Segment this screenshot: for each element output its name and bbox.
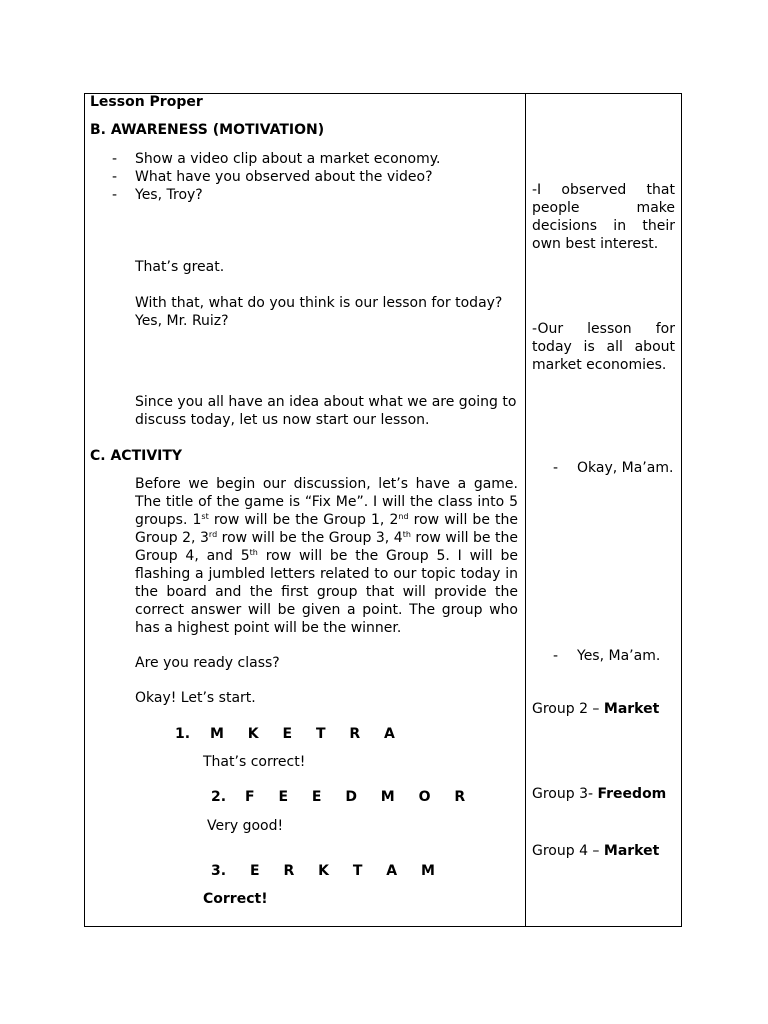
bullet-item: What have you observed about the video? bbox=[135, 169, 433, 185]
bullet-item: Yes, Troy? bbox=[135, 187, 203, 203]
group-answer: Group 4 – Market bbox=[532, 843, 660, 859]
group-answer: Group 3- Freedom bbox=[532, 786, 667, 802]
column-divider bbox=[525, 93, 526, 927]
bullet-dash: - bbox=[112, 169, 118, 185]
word-number: 1. bbox=[175, 726, 191, 742]
bullet-dash: - bbox=[112, 151, 118, 167]
yes-ruiz-text: Yes, Mr. Ruiz? bbox=[135, 313, 229, 329]
word-number: 3. bbox=[211, 863, 227, 879]
lesson-question-text: With that, what do you think is our lesson for today? bbox=[135, 295, 503, 311]
jumbled-word: E R K T A M bbox=[250, 863, 445, 879]
word-feedback: Correct! bbox=[203, 891, 268, 907]
okay-reply: Okay, Ma’am. bbox=[577, 460, 674, 476]
bullet-dash: - bbox=[112, 187, 118, 203]
activity-paragraph: Before we begin our discussion, let’s have a game. The title of the game is “Fix Me”. I will the class into 5 groups. 1st row will be the Group 1, 2nd row will be the Group 2, 3rd row will be the Group 3, 4th row will be the Group 4, and 5th row will be the Group 5. I will be flashing a jumbled letters related to our topic today in the board and the first group that will provide the correct answer will be given a point. The group who has a highest point will be the winner. bbox=[135, 476, 518, 636]
activity-heading: C. ACTIVITY bbox=[90, 448, 183, 464]
word-number: 2. bbox=[211, 789, 227, 805]
bullet-item: Show a video clip about a market economy. bbox=[135, 151, 441, 167]
awareness-heading: B. AWARENESS (MOTIVATION) bbox=[90, 122, 325, 138]
word-feedback: That’s correct! bbox=[203, 754, 306, 770]
word-feedback: Very good! bbox=[207, 818, 284, 834]
since-text-line: Since you all have an idea about what we are going to bbox=[135, 394, 517, 410]
jumbled-word: M K E T R A bbox=[210, 726, 405, 742]
lesson-proper-heading: Lesson Proper bbox=[90, 94, 203, 110]
since-text-line: discuss today, let us now start our lesson. bbox=[135, 412, 430, 428]
ruiz-answer: -Our lesson for today is all about market economies. bbox=[532, 321, 675, 373]
yes-reply: Yes, Ma’am. bbox=[577, 648, 661, 664]
reply-dash: - bbox=[553, 460, 559, 476]
reply-dash: - bbox=[553, 648, 559, 664]
okay-start-text: Okay! Let’s start. bbox=[135, 690, 256, 706]
ready-question: Are you ready class? bbox=[135, 655, 280, 671]
jumbled-word: F E E D M O R bbox=[245, 789, 475, 805]
thats-great-text: That’s great. bbox=[135, 259, 225, 275]
group-answer: Group 2 – Market bbox=[532, 701, 660, 717]
troy-answer: -I observed that people make decisions in their own best interest. bbox=[532, 182, 675, 252]
